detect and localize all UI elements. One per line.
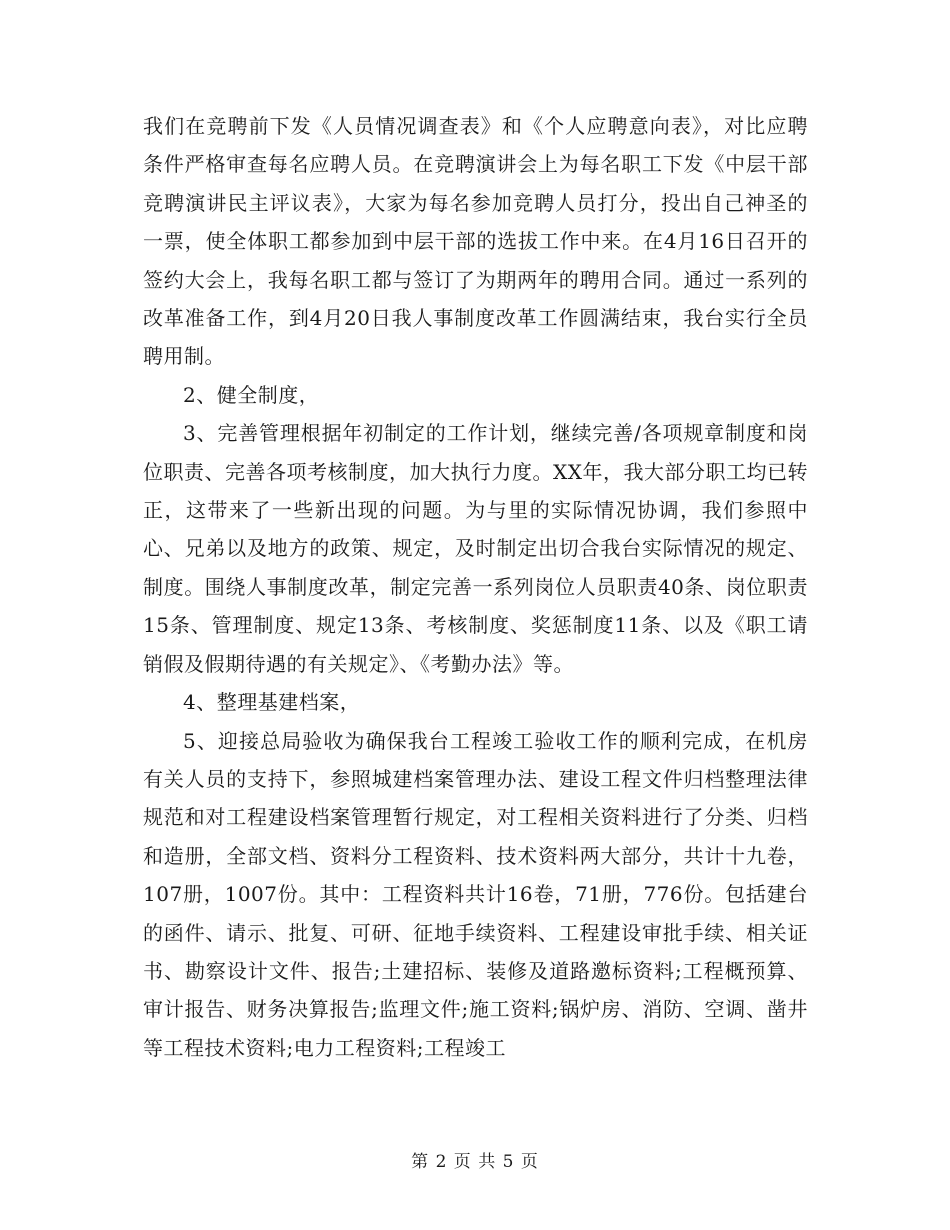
paragraph-4: 4、整理基建档案，	[183, 690, 361, 715]
page-number-footer: 第 2 页 共 5 页	[411, 1152, 539, 1172]
document-body	[143, 107, 808, 1067]
paragraph-1: 我们在竞聘前下发《人员情况调查表》和《个人应聘意向表》，对比应聘条件严格审查每名应聘人员。在竞聘演讲会上为每名职工下发《中层干部竞聘演讲民主评议表》，大家为每名参加竞聘人员打分，投出自己神圣的一票，使全体职工都参加到中层干部的选拔工作中来。在4月16日召开的签约大会上，我每名职工都与签订了为期两年的聘用合同。通过一系列的改革准备工作，到4月20日我人事制度改革工作圆满结束，我台实行全员聘用制。	[143, 114, 808, 369]
paragraph-2: 2、健全制度，	[183, 382, 320, 407]
paragraph-3: 3、完善管理根据年初制定的工作计划，继续完善/各项规章制度和岗位职责、完善各项考核制度，加大执行力度。XX年，我大部分职工均已转正，这带来了一些新出现的问题。为与里的实际情况协调，我们参照中心、兄弟以及地方的政策、规定，及时制定出切合我台实际情况的规定、制度。围绕人事制度改革，制定完善一系列岗位人员职责40条、岗位职责15条、管理制度、规定13条、考核制度、奖惩制度11条、以及《职工请销假及假期待遇的有关规定》、《考勤办法》等。	[143, 421, 808, 676]
paragraph-5: 5、迎接总局验收为确保我台工程竣工验收工作的顺利完成，在机房有关人员的支持下，参照城建档案管理办法、建设工程文件归档整理法律规范和对工程建设档案管理暂行规定，对工程相关资料进行了分类、归档和造册，全部文档、资料分工程资料、技术资料两大部分，共计十九卷，107册，1007份。其中：工程资料共计16卷，71册，776份。包括建台的函件、请示、批复、可研、征地手续资料、工程建设审批手续、相关证书、勘察设计文件、报告;土建招标、装修及道路邀标资料;工程概预算、审计报告、财务决算报告;监理文件;施工资料;锅炉房、消防、空调、凿井等工程技术资料;电力工程资料;工程竣工	[143, 728, 808, 1060]
